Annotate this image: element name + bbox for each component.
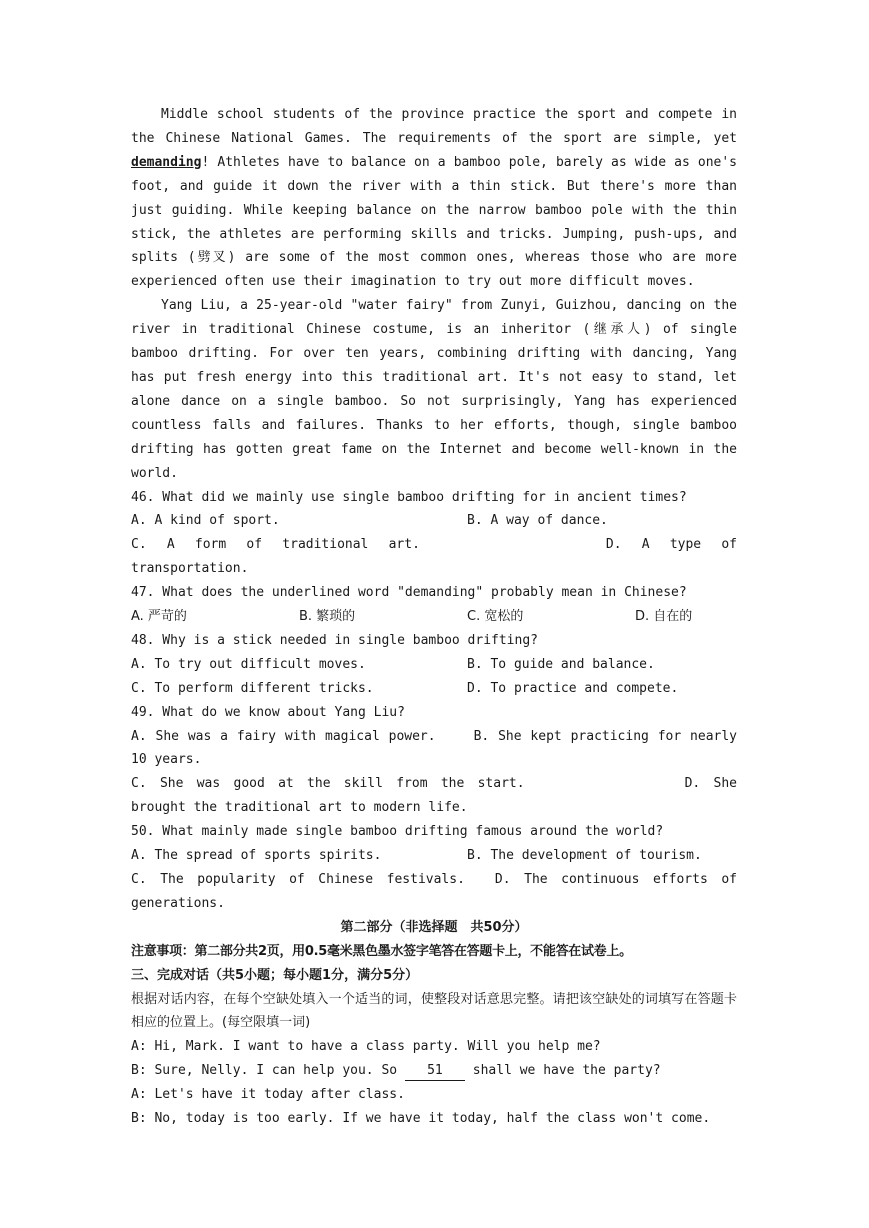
option-row [131, 677, 737, 701]
question-stem: 49. What do we know about Yang Liu? [131, 704, 405, 720]
part2-title: 第二部分（非选择题 共50分） [340, 919, 528, 935]
dialogue-line [131, 1059, 737, 1083]
option-d: D. The continuous efforts of generations. [131, 872, 737, 911]
question-stem: 48. Why is a stick needed in single bamboo drifting? [131, 632, 538, 648]
option-d: D. 自在的 [635, 609, 693, 625]
option-c: C. 宽松的 [467, 609, 524, 625]
option-a: A. A kind of sport. [131, 513, 280, 529]
question-stem: 47. What does the underlined word "demanding" probably mean in Chinese? [131, 585, 687, 601]
question-stem: 46. What did we mainly use single bamboo drifting for in ancient times? [131, 489, 687, 505]
option-row [131, 533, 737, 581]
passage-text: ! Athletes have to balance on a bamboo pole, barely as wide as one's foot, and guide it down the river with a thin stick. But there's more than just guiding. While keeping balance on the narrow bamboo pole with the thin stick, the athletes are performing skills and tricks. Jumping, push-ups, and splits (劈叉) are some of the most common ones, whereas those who are more experienced often use their imagination to try out more difficult moves. [131, 154, 737, 290]
question-stem: 50. What mainly made single bamboo drifting famous around the world? [131, 824, 664, 840]
passage-paragraph-2: Yang Liu, a 25-year-old "water fairy" from Zunyi, Guizhou, dancing on the river in traditional Chinese costume, is an inheritor (继承人) of single bamboo drifting. For over ten years, combining drifting with dancing, Yang has put fresh energy into this traditional art. It's not easy to stand, let alone dance on a single bamboo. So not surprisingly, Yang has experienced countless falls and failures. Thanks to her efforts, though, single bamboo drifting has gotten great fame on the Internet and become well-known in the world. [131, 298, 737, 481]
option-row [131, 844, 737, 868]
exam-page [131, 103, 737, 1131]
underlined-word: demanding [131, 154, 202, 170]
part2-notice: 注意事项：第二部分共2页，用0.5毫米黑色墨水签字笔答在答题卡上，不能答在试卷上。 [131, 943, 632, 959]
option-a: A. 严苛的 [131, 609, 187, 625]
option-row [131, 605, 737, 629]
option-b: B. To guide and balance. [467, 656, 655, 672]
dialogue-text: shall we have the party? [464, 1063, 661, 1079]
option-row [131, 725, 737, 773]
option-row [131, 653, 737, 677]
passage-text: Middle school students of the province practice the sport and compete in the Chinese National Games. The requirements of the sport are simple, yet [131, 107, 737, 146]
option-d: D. To practice and compete. [467, 680, 679, 696]
dialogue-text: B: Sure, Nelly. I can help you. So [131, 1063, 405, 1079]
option-d: D. A type of transportation. [131, 537, 738, 577]
option-a: A. To try out difficult moves. [131, 656, 366, 672]
option-d: D. She brought the traditional art to modern life. [131, 776, 738, 816]
section-instructions: 根据对话内容，在每个空缺处填入一个适当的词，使整段对话意思完整。请把该空缺处的词填写在答题卡相应的位置上。(每空限填一词) [131, 991, 737, 1031]
option-b: B. 繁琐的 [299, 609, 356, 625]
option-b: B. She kept practicing for nearly 10 years. [131, 728, 737, 768]
option-c: C. A form of traditional art. [131, 537, 420, 553]
option-c: C. To perform different tricks. [131, 680, 374, 696]
option-row [131, 509, 737, 533]
dialogue-line: B: No, today is too early. If we have it today, half the class won't come. [131, 1111, 711, 1127]
passage-paragraph-1 [131, 103, 737, 294]
option-row [131, 868, 737, 916]
option-c: C. The popularity of Chinese festivals. [131, 872, 465, 887]
option-a: A. The spread of sports spirits. [131, 848, 382, 864]
option-row [131, 772, 737, 820]
section-title: 三、完成对话（共5小题；每小题1分，满分5分） [131, 967, 419, 983]
dialogue-line: A: Hi, Mark. I want to have a class party. Will you help me? [131, 1039, 601, 1055]
option-b: B. A way of dance. [467, 513, 608, 529]
dialogue-line: A: Let's have it today after class. [131, 1087, 405, 1103]
option-b: B. The development of tourism. [467, 848, 702, 864]
option-a: A. She was a fairy with magical power. [131, 728, 436, 744]
option-c: C. She was good at the skill from the start. [131, 776, 525, 792]
answer-blank-51[interactable]: 51 [405, 1062, 465, 1081]
